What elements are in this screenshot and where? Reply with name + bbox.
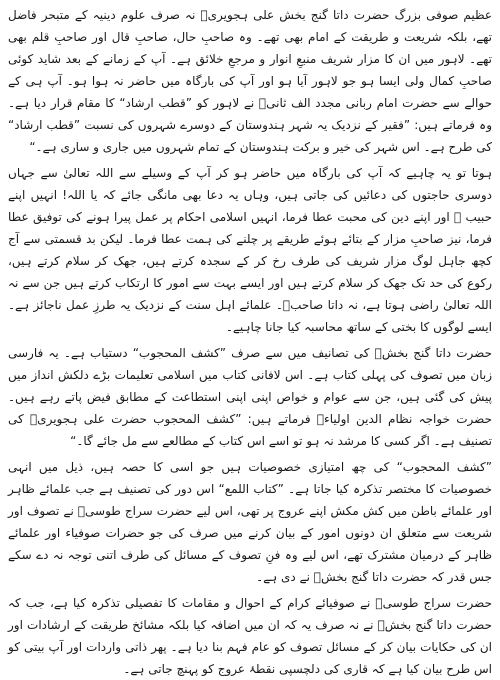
paragraph-shrine-conduct: ہوتا تو یہ چاہیے کہ آپ کی بارگاہ میں حاضر ہو کر آپ کے وسیلے سے اللہ تعالیٰ سے جہاں دوسری حاجتوں کی دعائیں کی جاتی ہیں، وہاں یہ دعا بھی مانگی جائے کہ یا اللہ! انہیں اپنے حبیب ﷺ اور اپنے دین کی محبت عطا فرما، انہیں اسلامی احکام پر عمل پیرا ہونے کی توفیق عطا فرما، نیز صاحبِ مزار کے بتائے ہوئے طریقے پر چلنے کی ہمت عطا فرما۔ لیکن بد قسمتی سے آج کچھ جاہل لوگ مزار شریف کی طرف رخ کر کے سجدہ کرتے ہیں، جھک کر سلام کرتے ہیں، رکوع کی حد تک جھک کر سلام کرتے ہیں اور ایسے بہت سے امور کا ارتکاب کرتے ہیں جن سے نہ اللہ تعالیٰ راضی ہوتا ہے، نہ داتا صاحبؒ۔ علمائے اہل سنت کے نزدیک یہ طرزِ عمل ناجائز ہے۔ ایسے لوگوں کا بختی کے ساتھ محاسبہ کیا جانا چاہیے۔ — [8, 166, 492, 334]
paragraph-kashf-al-mahjub: حضرت داتا گنج بخشؒ کی تصانیف میں سے صرف ”کشف المحجوب“ دستیاب ہے۔ یہ فارسی زبان میں تصوف کی پہلی کتاب ہے۔ اس لافانی کتاب میں اسلامی تعلیمات بڑے دلکش انداز میں پیش کی گئی ہیں، جن سے عوام و خواص اپنی اپنی استطاعت کے مطابق فیض پاتے رہے ہیں۔ حضرت خواجہ نظام الدین اولیاءؒ فرماتے ہیں: ”کشف المحجوب حضرت علی ہجویریؒ کی تصنیف ہے۔ اگر کسی کا مرشد نہ ہو تو اسے اس کتاب کے مطالعے سے مل جائے گا۔“ — [8, 346, 492, 448]
paragraph-comparison: حضرت سراج طوسیؒ نے صوفیائے کرام کے احوال و مقامات کا تفصیلی تذکرہ کیا ہے، جب کہ حضرت داتا گنج بخشؒ نے نہ صرف یہ کہ ان میں اضافہ کیا بلکہ مشائخ طریقت کے ارشادات اور ان کی حکایات بیان کر کے مسائل تصوف کو عام فہم بنا دیا ہے۔ پھر ذاتی واردات اور آپ بیتی کو اس طرح بیان کیا ہے کہ قاری کی دلچسپی نقطۂ عروج کو پہنچ جاتی ہے۔ — [8, 596, 492, 676]
paragraph-intro: عظیم صوفی بزرگ حضرت داتا گنج بخش علی ہجویریؒ نہ صرف علوم دینیہ کے متبحر فاضل تھے، بلکہ شریعت و طریقت کے امام بھی تھے۔ وہ صاحبِ حال، صاحبِ قال اور صاحبِ قلم بھی تھے۔ لاہور میں ان کا مزار شریف منبعِ انوار و مرجعِ خلائق ہے۔ آپ کے زمانے کے بعد شاید کوئی صاحبِ کمال ولی ایسا ہو جو لاہور آیا ہو اور آپ کی بارگاہ میں حاضر نہ ہوا ہو۔ آپ ہی کے حوالے سے حضرت امام ربانی مجدد الف ثانیؒ نے لاہور کو ”قطب ارشاد“ کا مقام قرار دیا ہے۔ وہ فرماتے ہیں: ”فقیر کے نزدیک یہ شہر ہندوستان کے دوسرے شہروں کی نسبت ”قطب ارشاد“ کی طرح ہے۔ اس شہر کی خیر و برکت ہندوستان کے تمام شہروں میں جاری و ساری ہے۔“ — [8, 8, 492, 154]
paragraph-features: ”کشف المحجوب“ کی چھ امتیازی خصوصیات ہیں جو اسی کا حصہ ہیں، ذیل میں انہی خصوصیات کا مختصر تذکرہ کیا جاتا ہے۔ ”کتاب اللمع“ اس دور کی تصنیف ہے جب علمائے ظاہر اور علمائے باطن میں کش مکش اپنے عروج پر تھی، اس لیے حضرت سراج طوسیؒ نے تصوف اور شریعت سے متعلق ان دونوں امور کے بیان کرنے میں صرف کی جو حضرات صوفیاء اور علمائے ظاہر کے درمیان مشترک تھے، اس لیے وہ فنِ تصوف کے مسائل کی طرف اتنی توجہ نہ دے سکے جس قدر کہ حضرت داتا گنج بخشؒ نے دی ہے۔ — [8, 460, 492, 584]
